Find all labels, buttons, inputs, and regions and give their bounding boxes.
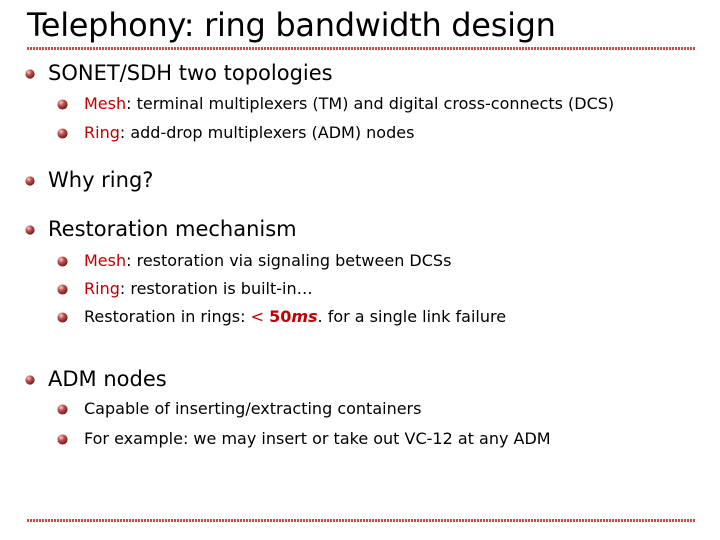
bullet-adm: [48, 366, 167, 392]
title-divider: [27, 47, 695, 50]
bullet-restoration-rings-prefix: Restoration in rings:: [84, 307, 251, 326]
sphere-bullet-icon: [57, 99, 68, 110]
sphere-bullet-icon: [57, 128, 68, 139]
sphere-bullet-icon: [57, 312, 68, 323]
bullet-sonet: [48, 60, 333, 86]
bullet-sonet-ring: [84, 122, 414, 144]
term-ring: Ring: [84, 279, 120, 298]
bullet-restoration-mesh: [84, 250, 451, 272]
bullet-adm-capable-text: Capable of inserting/extracting containers: [84, 399, 422, 418]
bullet-adm-example-text: For example: we may insert or take out VC-12 at any ADM: [84, 429, 551, 448]
bullet-restoration-mesh-text: : restoration via signaling between DCSs: [126, 251, 452, 270]
sphere-bullet-icon: [25, 176, 35, 186]
bullet-sonet-mesh: [84, 93, 614, 115]
footer-divider: [27, 519, 695, 522]
restoration-time-unit: ms: [291, 307, 318, 326]
bullet-why-ring: [48, 167, 153, 193]
sphere-bullet-icon: [57, 284, 68, 295]
slide-title: Telephony: ring bandwidth design: [27, 6, 556, 44]
bullet-sonet-text: SONET/SDH two topologies: [48, 61, 333, 85]
bullet-restoration: [48, 216, 297, 242]
bullet-sonet-mesh-text: : terminal multiplexers (TM) and digital cross-connects (DCS): [126, 94, 615, 113]
sphere-bullet-icon: [57, 434, 68, 445]
bullet-restoration-ring-text: : restoration is built-in…: [119, 279, 313, 298]
term-ring: Ring: [84, 123, 120, 142]
sphere-bullet-icon: [57, 256, 68, 267]
bullet-adm-text: ADM nodes: [48, 367, 167, 391]
bullet-sonet-ring-text: : add-drop multiplexers (ADM) nodes: [119, 123, 415, 142]
bullet-restoration-text: Restoration mechanism: [48, 217, 297, 241]
sphere-bullet-icon: [25, 375, 35, 385]
bullet-adm-capable: [84, 398, 421, 420]
sphere-bullet-icon: [25, 225, 35, 235]
sphere-bullet-icon: [25, 69, 35, 79]
bullet-why-ring-text: Why ring?: [48, 168, 154, 192]
bullet-restoration-rings: [84, 306, 506, 328]
term-mesh: Mesh: [84, 251, 127, 270]
bullet-restoration-ring: [84, 278, 313, 300]
sphere-bullet-icon: [57, 404, 68, 415]
restoration-time-lt: <: [250, 307, 270, 326]
term-mesh: Mesh: [84, 94, 127, 113]
bullet-adm-example: [84, 428, 551, 450]
bullet-restoration-rings-suffix: . for a single link failure: [317, 307, 507, 326]
restoration-time-value: 50: [269, 307, 292, 326]
